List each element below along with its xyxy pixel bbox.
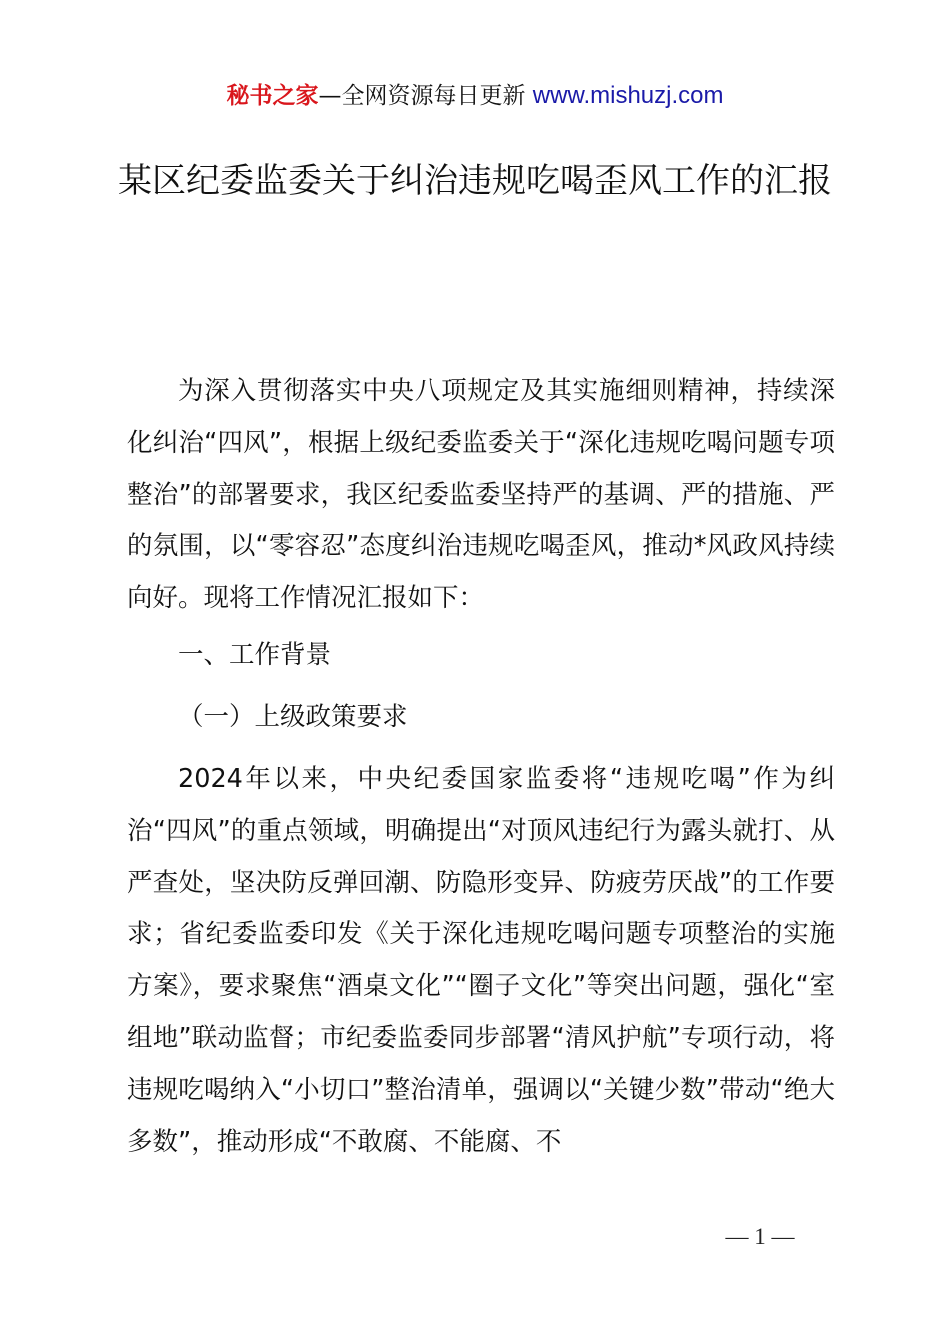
site-brand: 秘书之家 bbox=[226, 83, 319, 109]
document-title: 某区纪委监委关于纠治违规吃喝歪风工作的汇报 bbox=[118, 161, 832, 201]
section-heading: 一、工作背景 bbox=[178, 640, 332, 670]
site-slogan: —全网资源每日更新 bbox=[318, 83, 533, 109]
subsection-heading: （一）上级政策要求 bbox=[178, 702, 408, 732]
page-number: — 1 — bbox=[725, 1224, 795, 1249]
policy-paragraph: 2024年以来，中央纪委国家监委将“违规吃喝”作为纠治“四风”的重点领域，明确提出“对顶风违纪行为露头就打、从严查处，坚决防反弹回潮、防隐形变异、防疲劳厌战”的工作要求；省纪委监委印发《关于深化违规吃喝问题专项整治的实施方案》，要求聚焦“酒桌文化”“圈子文化”等突出问题，强化“室组地”联动监督；市纪委监委同步部署“清风护航”专项行动，将违规吃喝纳入“小切口”整治清单，强调以“关键少数”带动“绝大多数”，推动形成“不敢腐、不能腐、不 bbox=[127, 764, 835, 1157]
site-url-link[interactable]: www.mishuzj.com bbox=[532, 82, 724, 109]
site-header bbox=[0, 80, 950, 112]
intro-paragraph: 为深入贯彻落实中央八项规定及其实施细则精神，持续深化纠治“四风”，根据上级纪委监委关于“深化违规吃喝问题专项整治”的部署要求，我区纪委监委坚持严的基调、严的措施、严的氛围，以“零容忍”态度纠治违规吃喝歪风，推动*风政风持续向好。现将工作情况汇报如下： bbox=[127, 376, 835, 614]
